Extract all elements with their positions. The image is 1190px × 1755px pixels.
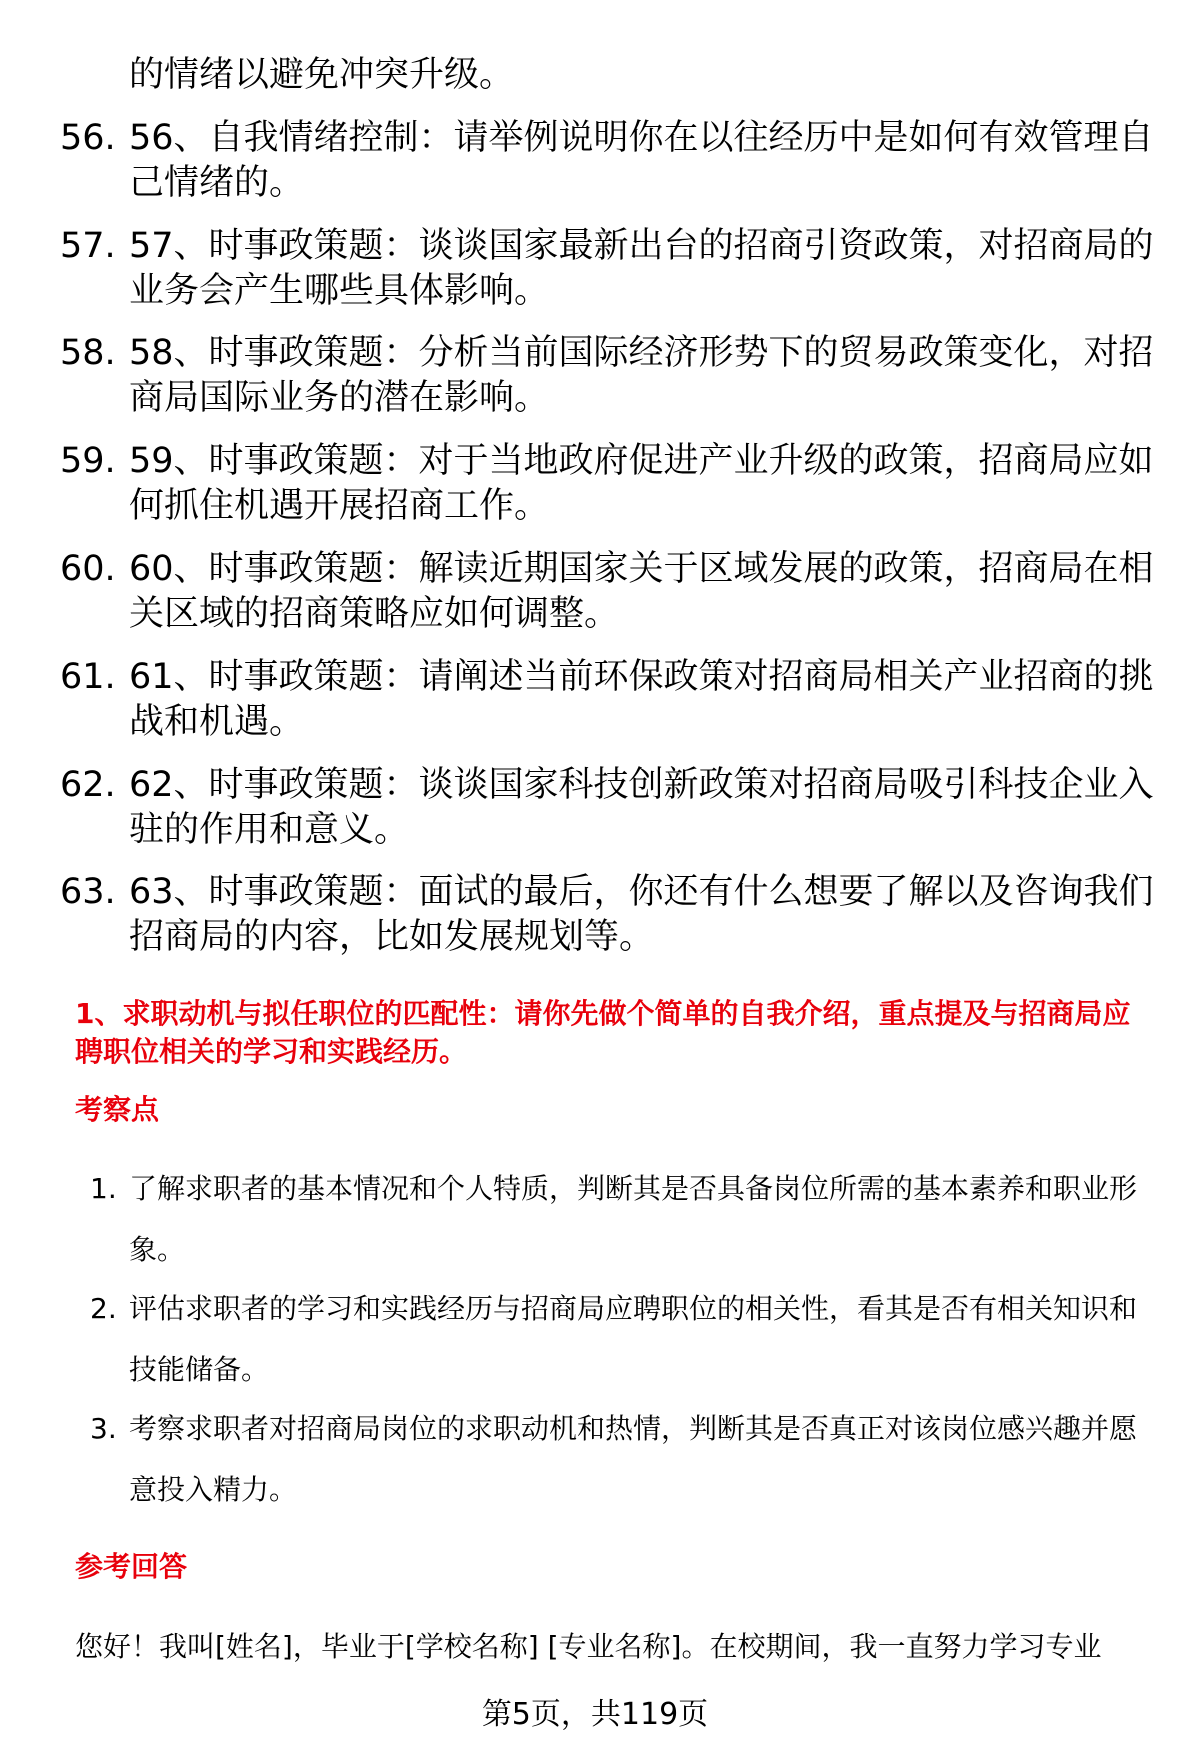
item-text: 59、时事政策题：对于当地政府促进产业升级的政策，招商局应如何抓住机遇开展招商工作。: [129, 441, 1154, 526]
reference-answer-label: 参考回答: [75, 1550, 188, 1583]
item-text: 考察求职者对招商局岗位的求职动机和热情，判断其是否真正对该岗位感兴趣并愿意投入精力。: [129, 1412, 1138, 1506]
item-text: 56、自我情绪控制：请举例说明你在以往经历中是如何有效管理自己情绪的。: [129, 118, 1154, 203]
item-text: 58、时事政策题：分析当前国际经济形势下的贸易政策变化，对招商局国际业务的潜在影响。: [129, 333, 1154, 418]
item-number: 63.: [60, 872, 116, 912]
item-number: 60.: [60, 549, 116, 589]
item-number: 58.: [60, 333, 116, 373]
item-number: 1.: [90, 1172, 117, 1205]
question-heading: 1、求职动机与拟任职位的匹配性：请你先做个简单的自我介绍，重点提及与招商局应聘职位相关的学习和实践经历。: [75, 997, 1131, 1068]
item-text: 60、时事政策题：解读近期国家关于区域发展的政策，招商局在相关区域的招商策略应如何调整。: [129, 549, 1154, 634]
item-number: 61.: [60, 657, 116, 697]
continuation-text: 的情绪以避免冲突升级。: [129, 55, 515, 95]
item-number: 62.: [60, 765, 116, 805]
reference-answer-text: 您好！我叫[姓名]，毕业于[学校名称] [专业名称]。在校期间，我一直努力学习专业: [75, 1630, 1102, 1663]
assessment-points-label: 考察点: [75, 1093, 160, 1126]
item-text: 评估求职者的学习和实践经历与招商局应聘职位的相关性，看其是否有相关知识和技能储备。: [129, 1292, 1138, 1386]
item-number: 2.: [90, 1292, 117, 1325]
item-text: 62、时事政策题：谈谈国家科技创新政策对招商局吸引科技企业入驻的作用和意义。: [129, 765, 1154, 850]
item-text: 57、时事政策题：谈谈国家最新出台的招商引资政策，对招商局的业务会产生哪些具体影响。: [129, 226, 1154, 311]
item-text: 63、时事政策题：面试的最后，你还有什么想要了解以及咨询我们招商局的内容，比如发展规划等。: [129, 872, 1154, 957]
item-number: 59.: [60, 441, 116, 481]
item-text: 61、时事政策题：请阐述当前环保政策对招商局相关产业招商的挑战和机遇。: [129, 657, 1154, 742]
item-number: 57.: [60, 226, 116, 266]
item-number: 56.: [60, 118, 116, 158]
page-footer: 第5页，共119页: [481, 1697, 709, 1732]
item-number: 3.: [90, 1412, 117, 1445]
item-text: 了解求职者的基本情况和个人特质，判断其是否具备岗位所需的基本素养和职业形象。: [129, 1172, 1138, 1266]
